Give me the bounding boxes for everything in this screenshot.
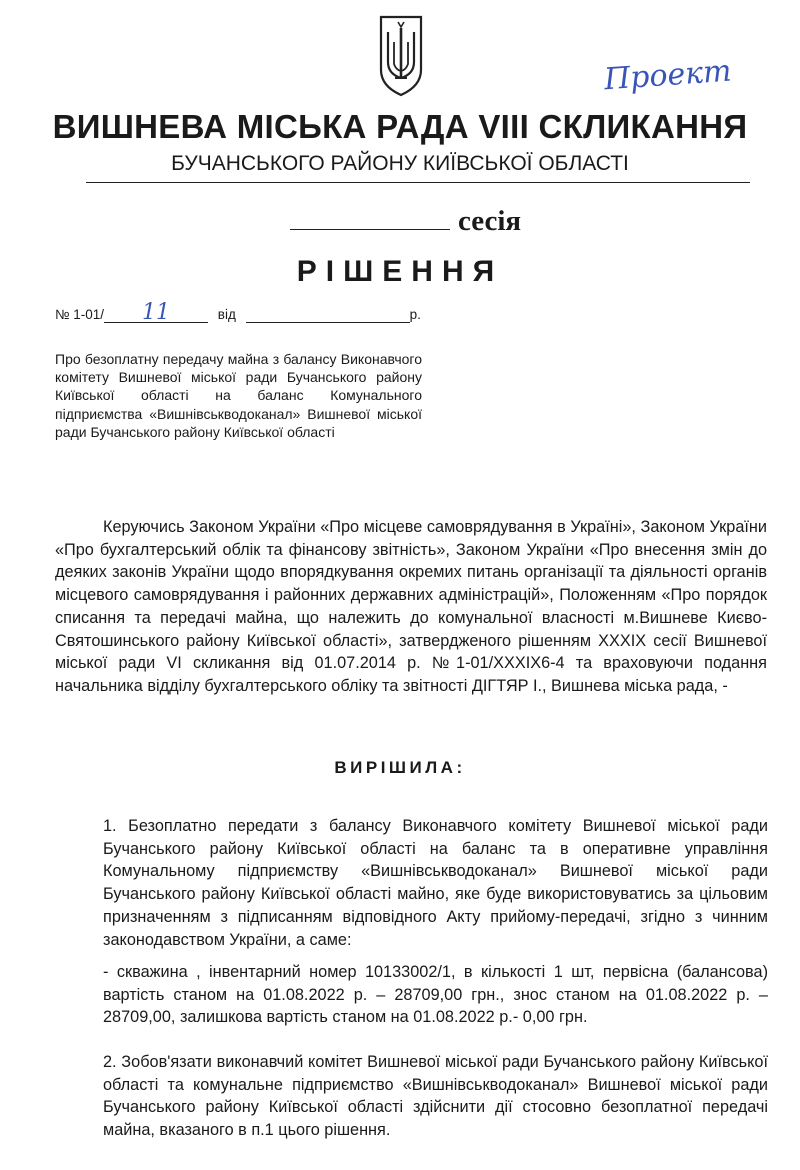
header-divider: [86, 182, 750, 183]
preamble-paragraph: Керуючись Законом України «Про місцеве самоврядування в Україні», Законом України «Про бухгалтерський облік та фінансову звітність», Законом України «Про внесення змін до деяких законів України щодо впорядкування окремих питань організації та діяльності органів місцевого самоврядування і районних державних адміністрацій», Положенням «Про порядок списання та передачі майна, що належить до комунальної власності м.Вишневе Києво-Святошинського району Київської області», затвердженого рішенням XXXIX сесії Вишневої міської ради VI скликання від 01.07.2014 р. №1-01/XXXIX6-4 та враховуючи подання начальника відділу бухгалтерського обліку та звітності ДІГТЯР І., Вишнева міська рада, -: [55, 518, 767, 695]
decision-item-1: 1. Безоплатно передати з балансу Виконавчого комітету Вишневої міської ради Бучанського району Київської області на баланс та в оперативне управління Комунальному підприємству «Вишнівськводоканал» Вишневої міської ради Бучанського району Київської області майно, яке буде використовуватись за цільовим призначенням з підписанням відповідного Акту прийому-передачі, згідно з чинним законодавством України, а саме:: [103, 817, 768, 949]
session-line: [290, 205, 521, 238]
council-name: ВИШНЕВА МІСЬКА РАДА VIII СКЛИКАННЯ: [52, 108, 748, 145]
number-prefix: № 1-01/: [55, 307, 105, 322]
decision-number-line: [55, 300, 421, 325]
document-title: РІШЕННЯ: [296, 255, 504, 288]
decided-heading: ВИРІШИЛА:: [334, 758, 466, 777]
date-field: [246, 307, 410, 323]
year-suffix: р.: [409, 307, 421, 322]
handwritten-number: 11: [142, 300, 171, 325]
session-label: сесія: [458, 205, 522, 237]
session-number-blank: [290, 205, 450, 230]
decision-item-1-asset: - скважина , інвентарний номер 10133002/1, в кількості 1 шт, первісна (балансова) вартість станом на 01.08.2022 р. – 28709,00 грн., знос станом на 01.08.2022 р. – 28709,00, залишкова вартість станом на 01.08.2022 р.- 0,00 грн.: [103, 963, 768, 1027]
decision-subject: Про безоплатну передачу майна з балансу Виконавчого комітету Вишневої міської ради Бучанського району Київської області на баланс Комунального підприємства «Вишнівськводоканал» Вишневої міської ради Бучанського району Київської області: [55, 351, 422, 440]
number-field: [104, 300, 208, 325]
draft-handwritten-note: Проект: [602, 53, 733, 98]
coat-of-arms-icon: [378, 14, 424, 98]
from-label: від: [217, 307, 236, 322]
district-name: БУЧАНСЬКОГО РАЙОНУ КИЇВСЬКОЇ ОБЛАСТІ: [171, 152, 629, 175]
decision-item-2: 2. Зобов'язати виконавчий комітет Вишневої міської ради Бучанського району Київської області та комунальне підприємство «Вишнівськводоканал» Вишневої міської ради Бучанського району Київської області здійснити дії стосовно безоплатної передачі майна, вказаного в п.1 цього рішення.: [103, 1053, 768, 1140]
